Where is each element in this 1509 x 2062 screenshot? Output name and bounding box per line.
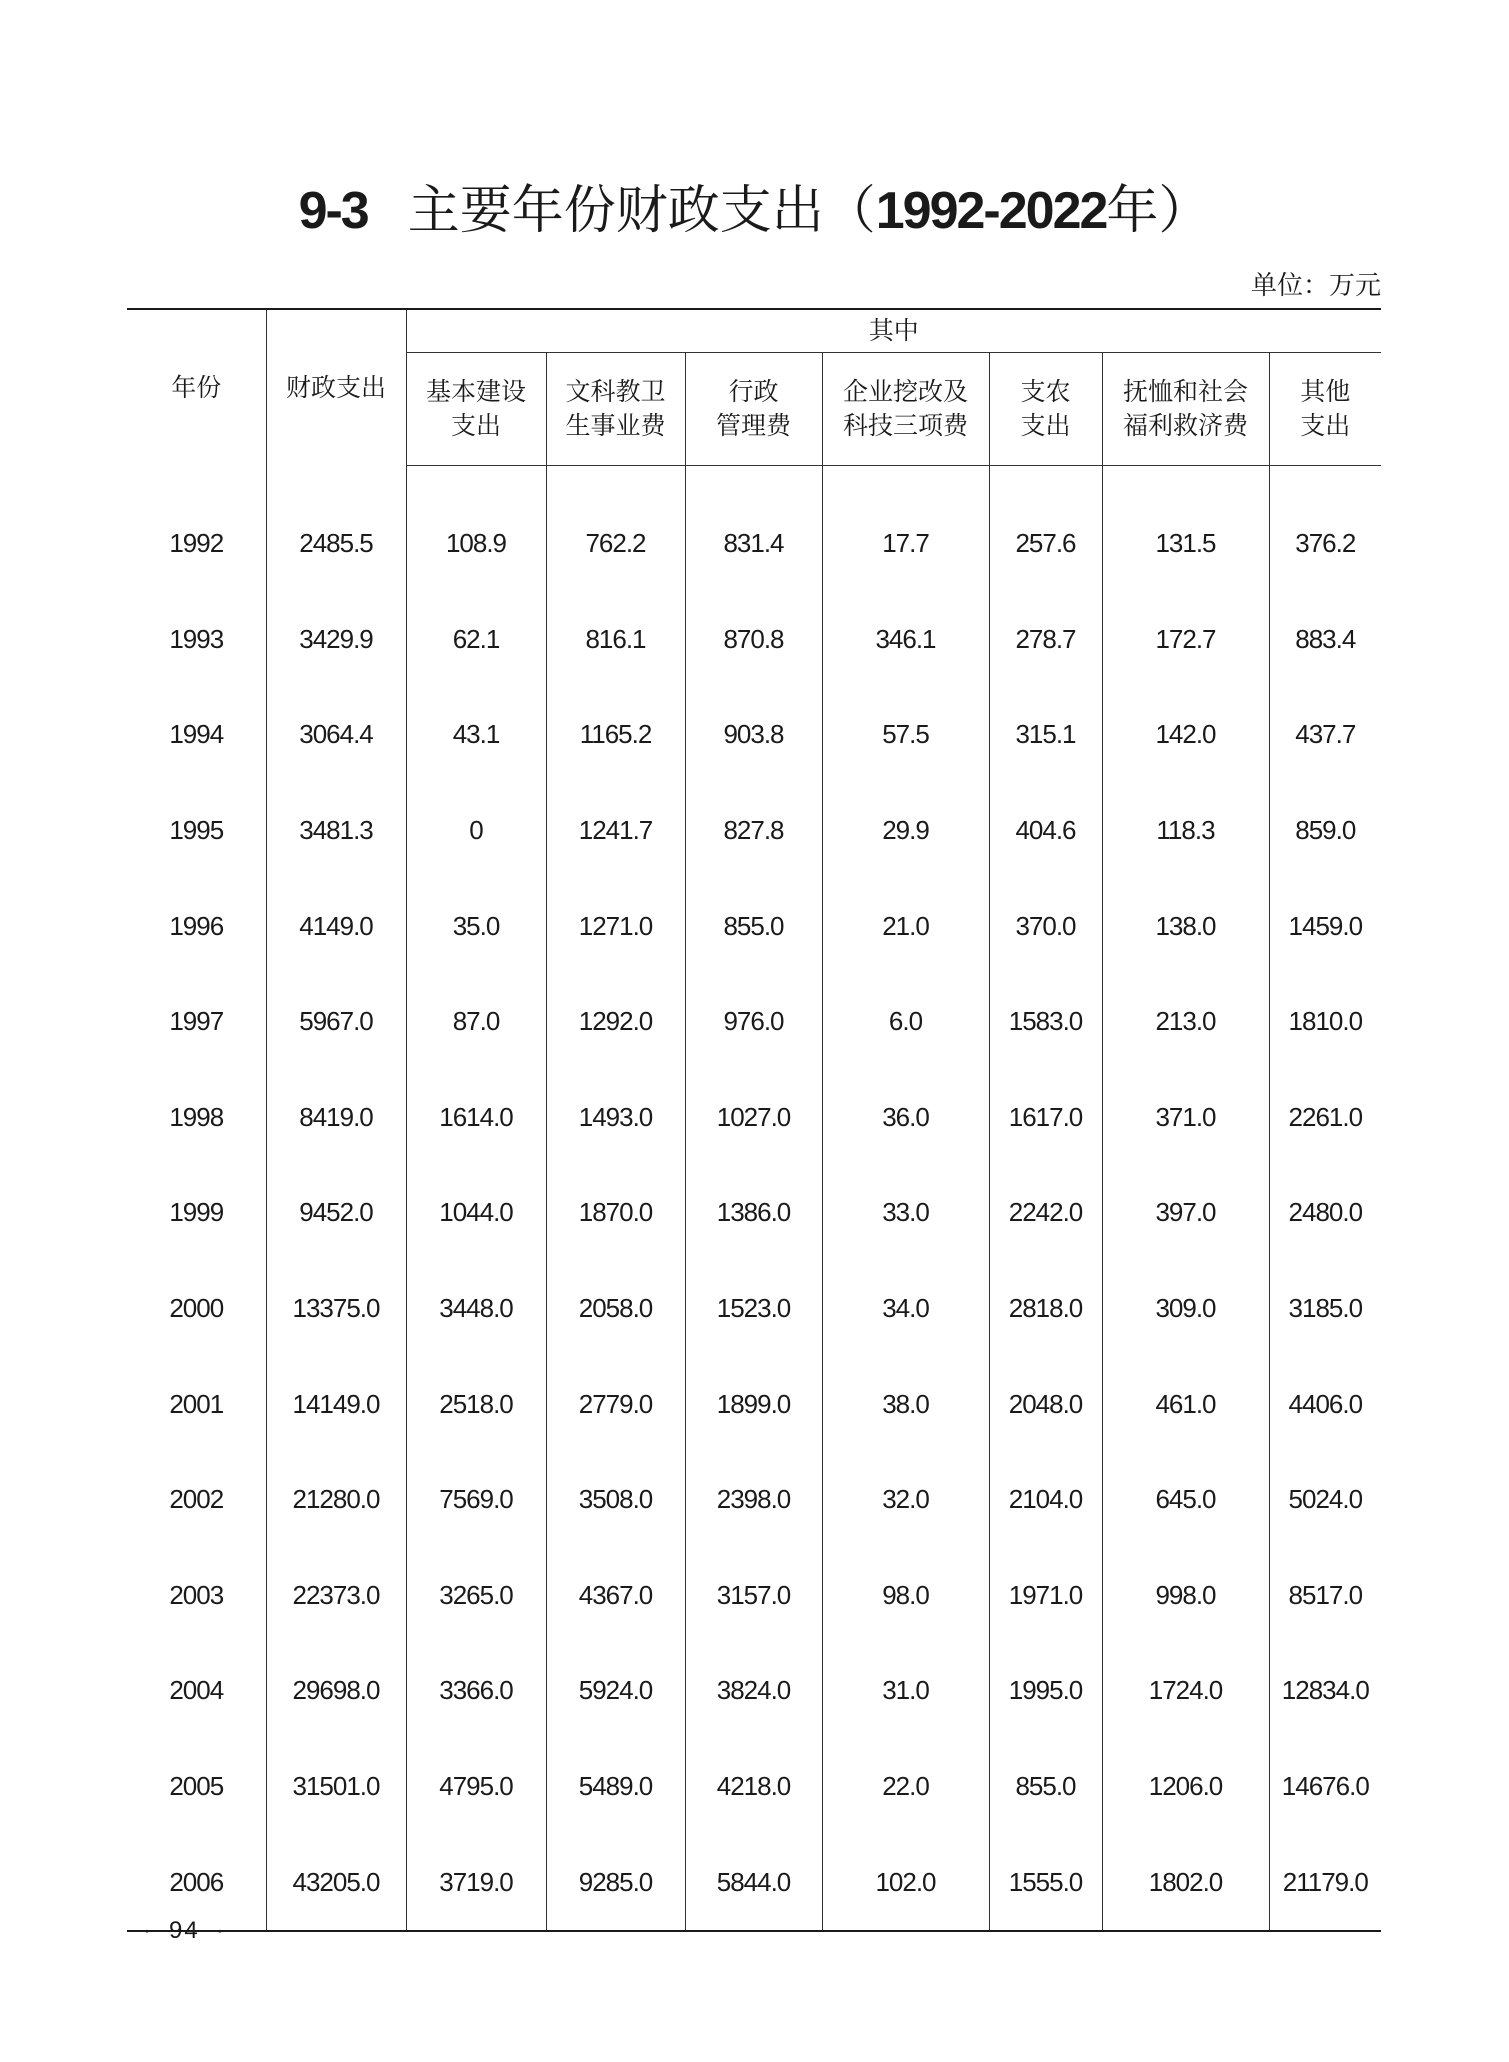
culture-cell: 2779.0 xyxy=(546,1356,685,1452)
agriculture-cell: 1617.0 xyxy=(989,1070,1102,1166)
welfare-cell: 397.0 xyxy=(1102,1165,1269,1261)
construction-cell: 87.0 xyxy=(406,974,546,1070)
welfare-cell: 1802.0 xyxy=(1102,1834,1269,1931)
table-row xyxy=(127,687,1381,783)
header-culture-education: 文科教卫 生事业费 xyxy=(546,353,685,466)
header-total: 财政支出 xyxy=(266,309,406,466)
enterprise-cell: 22.0 xyxy=(822,1739,989,1835)
header-enterprise-tech: 企业挖改及 科技三项费 xyxy=(822,353,989,466)
culture-cell: 1271.0 xyxy=(546,878,685,974)
agriculture-cell: 315.1 xyxy=(989,687,1102,783)
culture-cell: 2058.0 xyxy=(546,1261,685,1357)
admin-cell: 855.0 xyxy=(685,878,822,974)
culture-cell: 5489.0 xyxy=(546,1739,685,1835)
table-row xyxy=(127,1834,1381,1931)
other-cell: 859.0 xyxy=(1269,783,1381,879)
table-row xyxy=(127,1452,1381,1548)
total-cell: 2485.5 xyxy=(266,496,406,592)
admin-cell: 1027.0 xyxy=(685,1070,822,1166)
total-cell: 21280.0 xyxy=(266,1452,406,1548)
year-cell: 2001 xyxy=(169,1388,224,1419)
other-cell: 4406.0 xyxy=(1269,1356,1381,1452)
admin-cell: 3157.0 xyxy=(685,1548,822,1644)
total-cell: 3429.9 xyxy=(266,592,406,688)
culture-cell: 1165.2 xyxy=(546,687,685,783)
title-text: 主要年份财政支出（ xyxy=(407,181,876,241)
total-cell: 13375.0 xyxy=(266,1261,406,1357)
enterprise-cell: 29.9 xyxy=(822,783,989,879)
welfare-cell: 309.0 xyxy=(1102,1261,1269,1357)
other-cell: 3185.0 xyxy=(1269,1261,1381,1357)
header-year: 年份 xyxy=(171,372,222,402)
other-cell: 1810.0 xyxy=(1269,974,1381,1070)
header-group-of-which: 其中 xyxy=(406,309,1381,353)
construction-cell: 35.0 xyxy=(406,878,546,974)
enterprise-cell: 34.0 xyxy=(822,1261,989,1357)
construction-cell: 3265.0 xyxy=(406,1548,546,1644)
total-cell: 5967.0 xyxy=(266,974,406,1070)
total-cell: 31501.0 xyxy=(266,1739,406,1835)
total-cell: 3481.3 xyxy=(266,783,406,879)
welfare-cell: 371.0 xyxy=(1102,1070,1269,1166)
culture-cell: 1493.0 xyxy=(546,1070,685,1166)
culture-cell: 816.1 xyxy=(546,592,685,688)
culture-cell: 1292.0 xyxy=(546,974,685,1070)
enterprise-cell: 36.0 xyxy=(822,1070,989,1166)
agriculture-cell: 1995.0 xyxy=(989,1643,1102,1739)
year-cell: 2005 xyxy=(169,1771,224,1802)
construction-cell: 1044.0 xyxy=(406,1165,546,1261)
welfare-cell: 645.0 xyxy=(1102,1452,1269,1548)
header-construction: 基本建设 支出 xyxy=(406,353,546,466)
title-suffix: 年） xyxy=(1106,181,1211,241)
total-cell: 8419.0 xyxy=(266,1070,406,1166)
welfare-cell: 118.3 xyxy=(1102,783,1269,879)
other-cell: 14676.0 xyxy=(1269,1739,1381,1835)
construction-cell: 43.1 xyxy=(406,687,546,783)
welfare-cell: 138.0 xyxy=(1102,878,1269,974)
other-cell: 12834.0 xyxy=(1269,1643,1381,1739)
year-cell: 1993 xyxy=(169,623,224,654)
admin-cell: 1899.0 xyxy=(685,1356,822,1452)
agriculture-cell: 278.7 xyxy=(989,592,1102,688)
agriculture-cell: 404.6 xyxy=(989,783,1102,879)
enterprise-cell: 31.0 xyxy=(822,1643,989,1739)
year-cell: 1996 xyxy=(169,910,224,941)
year-cell: 2004 xyxy=(169,1675,224,1706)
header-agriculture: 支农 支出 xyxy=(989,353,1102,466)
admin-cell: 870.8 xyxy=(685,592,822,688)
spacer-row xyxy=(127,466,1381,497)
admin-cell: 5844.0 xyxy=(685,1834,822,1931)
page-number: · 94 · xyxy=(143,1917,226,1944)
admin-cell: 1523.0 xyxy=(685,1261,822,1357)
culture-cell: 1870.0 xyxy=(546,1165,685,1261)
other-cell: 8517.0 xyxy=(1269,1548,1381,1644)
year-cell: 1992 xyxy=(169,528,224,559)
admin-cell: 976.0 xyxy=(685,974,822,1070)
header-other: 其他 支出 xyxy=(1269,353,1381,466)
other-cell: 883.4 xyxy=(1269,592,1381,688)
header-administration: 行政 管理费 xyxy=(685,353,822,466)
construction-cell: 3719.0 xyxy=(406,1834,546,1931)
table-row xyxy=(127,496,1381,592)
year-cell: 2000 xyxy=(169,1293,224,1324)
year-cell: 1995 xyxy=(169,815,224,846)
agriculture-cell: 855.0 xyxy=(989,1739,1102,1835)
enterprise-cell: 102.0 xyxy=(822,1834,989,1931)
year-cell: 2006 xyxy=(169,1866,224,1897)
agriculture-cell: 2818.0 xyxy=(989,1261,1102,1357)
table-code: 9-3 xyxy=(298,182,368,240)
welfare-cell: 172.7 xyxy=(1102,592,1269,688)
agriculture-cell: 370.0 xyxy=(989,878,1102,974)
table-row xyxy=(127,783,1381,879)
total-cell: 29698.0 xyxy=(266,1643,406,1739)
unit-label: 单位：万元 xyxy=(1250,271,1381,301)
welfare-cell: 461.0 xyxy=(1102,1356,1269,1452)
agriculture-cell: 1971.0 xyxy=(989,1548,1102,1644)
construction-cell: 1614.0 xyxy=(406,1070,546,1166)
year-cell: 2003 xyxy=(169,1579,224,1610)
welfare-cell: 1206.0 xyxy=(1102,1739,1269,1835)
table-row xyxy=(127,592,1381,688)
year-cell: 1997 xyxy=(169,1006,224,1037)
enterprise-cell: 6.0 xyxy=(822,974,989,1070)
welfare-cell: 1724.0 xyxy=(1102,1643,1269,1739)
welfare-cell: 131.5 xyxy=(1102,496,1269,592)
enterprise-cell: 21.0 xyxy=(822,878,989,974)
admin-cell: 1386.0 xyxy=(685,1165,822,1261)
admin-cell: 4218.0 xyxy=(685,1739,822,1835)
other-cell: 437.7 xyxy=(1269,687,1381,783)
total-cell: 3064.4 xyxy=(266,687,406,783)
table-row xyxy=(127,1548,1381,1644)
table-row xyxy=(127,878,1381,974)
other-cell: 376.2 xyxy=(1269,496,1381,592)
table-row xyxy=(127,974,1381,1070)
culture-cell: 3508.0 xyxy=(546,1452,685,1548)
culture-cell: 5924.0 xyxy=(546,1643,685,1739)
admin-cell: 831.4 xyxy=(685,496,822,592)
agriculture-cell: 2048.0 xyxy=(989,1356,1102,1452)
other-cell: 5024.0 xyxy=(1269,1452,1381,1548)
construction-cell: 108.9 xyxy=(406,496,546,592)
other-cell: 2261.0 xyxy=(1269,1070,1381,1166)
enterprise-cell: 33.0 xyxy=(822,1165,989,1261)
culture-cell: 9285.0 xyxy=(546,1834,685,1931)
year-cell: 1994 xyxy=(169,719,224,750)
table-row xyxy=(127,1739,1381,1835)
construction-cell: 62.1 xyxy=(406,592,546,688)
welfare-cell: 142.0 xyxy=(1102,687,1269,783)
title-year-range: 1992-2022 xyxy=(875,182,1107,240)
construction-cell: 3366.0 xyxy=(406,1643,546,1739)
agriculture-cell: 2242.0 xyxy=(989,1165,1102,1261)
header-welfare: 抚恤和社会 福利救济费 xyxy=(1102,353,1269,466)
other-cell: 2480.0 xyxy=(1269,1165,1381,1261)
enterprise-cell: 17.7 xyxy=(822,496,989,592)
total-cell: 14149.0 xyxy=(266,1356,406,1452)
page-title xyxy=(0,176,1509,246)
agriculture-cell: 257.6 xyxy=(989,496,1102,592)
construction-cell: 3448.0 xyxy=(406,1261,546,1357)
welfare-cell: 998.0 xyxy=(1102,1548,1269,1644)
enterprise-cell: 98.0 xyxy=(822,1548,989,1644)
construction-cell: 0 xyxy=(406,783,546,879)
other-cell: 1459.0 xyxy=(1269,878,1381,974)
year-cell: 1998 xyxy=(169,1101,224,1132)
table-row xyxy=(127,1643,1381,1739)
admin-cell: 827.8 xyxy=(685,783,822,879)
table-row xyxy=(127,1356,1381,1452)
culture-cell: 762.2 xyxy=(546,496,685,592)
agriculture-cell: 2104.0 xyxy=(989,1452,1102,1548)
year-cell: 2002 xyxy=(169,1484,224,1515)
table-row xyxy=(127,1070,1381,1166)
agriculture-cell: 1583.0 xyxy=(989,974,1102,1070)
total-cell: 4149.0 xyxy=(266,878,406,974)
enterprise-cell: 57.5 xyxy=(822,687,989,783)
admin-cell: 903.8 xyxy=(685,687,822,783)
culture-cell: 1241.7 xyxy=(546,783,685,879)
culture-cell: 4367.0 xyxy=(546,1548,685,1644)
total-cell: 22373.0 xyxy=(266,1548,406,1644)
enterprise-cell: 32.0 xyxy=(822,1452,989,1548)
other-cell: 21179.0 xyxy=(1269,1834,1381,1931)
construction-cell: 4795.0 xyxy=(406,1739,546,1835)
fiscal-expenditure-table xyxy=(127,308,1381,1932)
enterprise-cell: 346.1 xyxy=(822,592,989,688)
welfare-cell: 213.0 xyxy=(1102,974,1269,1070)
table-row xyxy=(127,1165,1381,1261)
admin-cell: 2398.0 xyxy=(685,1452,822,1548)
total-cell: 43205.0 xyxy=(266,1834,406,1931)
total-cell: 9452.0 xyxy=(266,1165,406,1261)
table-row xyxy=(127,1261,1381,1357)
enterprise-cell: 38.0 xyxy=(822,1356,989,1452)
year-cell: 1999 xyxy=(169,1197,224,1228)
agriculture-cell: 1555.0 xyxy=(989,1834,1102,1931)
construction-cell: 7569.0 xyxy=(406,1452,546,1548)
construction-cell: 2518.0 xyxy=(406,1356,546,1452)
admin-cell: 3824.0 xyxy=(685,1643,822,1739)
